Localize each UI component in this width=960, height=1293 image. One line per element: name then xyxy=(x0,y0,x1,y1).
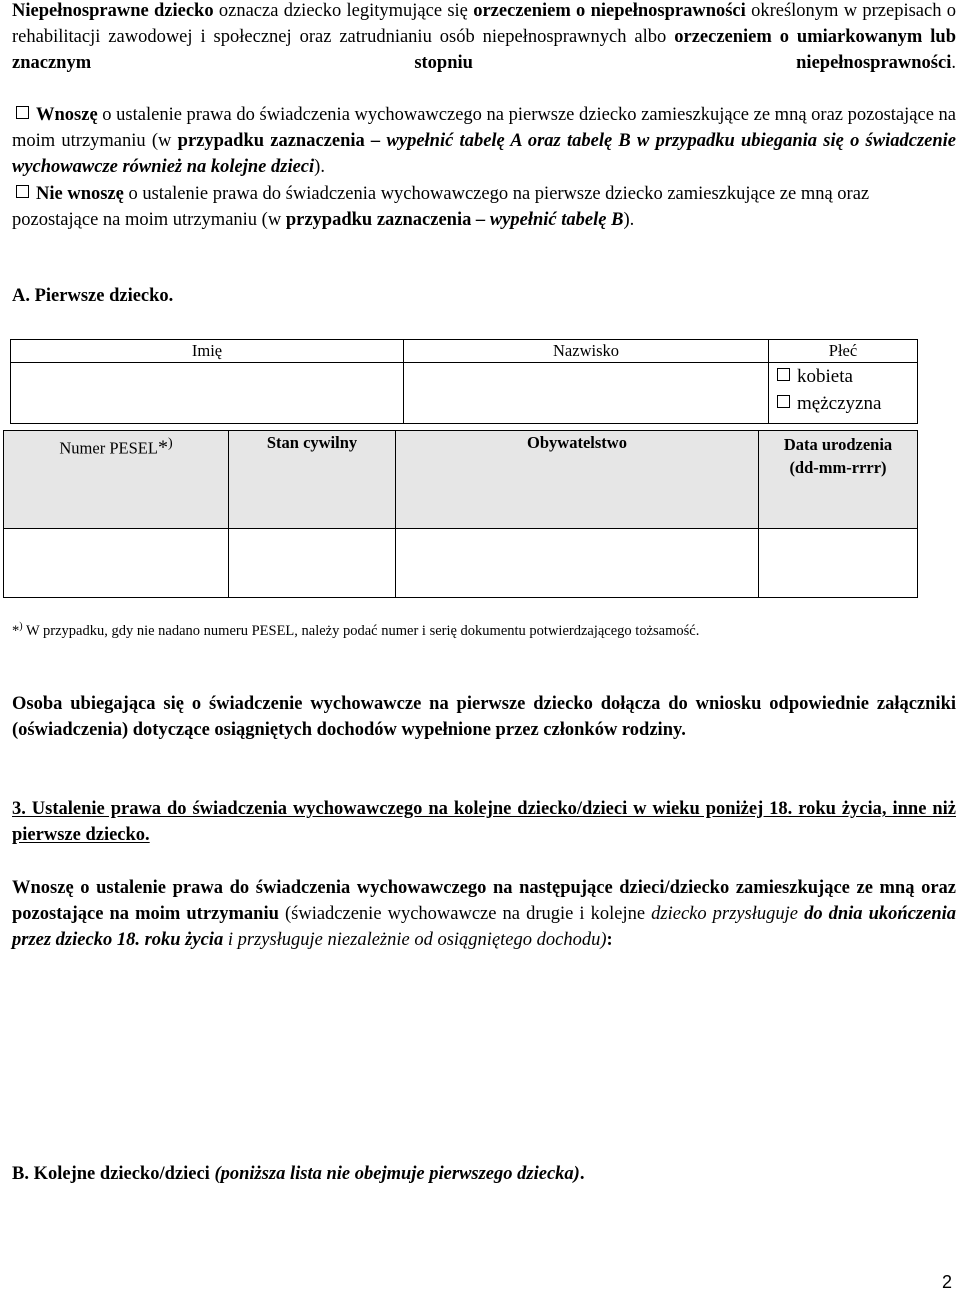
request-bold: Wnoszę o ustalenie prawa do świadczenia wychowawczego na następujące dzieci/dziecko zamieszkujące ze mną oraz pozostające na moim utrzymaniu xyxy=(12,878,956,924)
table-a-details xyxy=(3,430,918,598)
intro-term: Niepełnosprawne dziecko xyxy=(12,1,214,21)
option2-instruction: – wypełnić tabelę B xyxy=(471,210,624,230)
table-a-header xyxy=(10,339,918,424)
checkbox-request-first-child[interactable] xyxy=(16,106,29,119)
request-end: : xyxy=(606,930,613,950)
header-sex: Płeć xyxy=(769,340,918,363)
page-number: 2 xyxy=(941,1272,952,1292)
checkbox-no-request-first-child[interactable] xyxy=(16,185,29,198)
section-3-title xyxy=(12,796,956,848)
cell-civil-status[interactable] xyxy=(229,529,396,598)
request-paragraph xyxy=(12,875,956,953)
option1-bold: przypadku zaznaczenia xyxy=(177,131,365,151)
intro-term-3: orzeczeniem o umiarkowanym lub znacznym stopniu niepełnosprawności xyxy=(12,27,956,73)
option-no-request-first-child xyxy=(12,181,956,233)
sex-option-male[interactable] xyxy=(773,390,917,417)
section-b-end: . xyxy=(579,1164,585,1184)
intro-text-1: oznacza dziecko legitymujące się xyxy=(213,1,474,21)
cell-birth-date[interactable] xyxy=(759,529,918,598)
cell-sex xyxy=(769,363,918,424)
request-bold-italic: do dnia ukończenia przez dziecko 18. roku życia xyxy=(12,904,957,950)
section-b-title xyxy=(12,1164,584,1185)
intro-text-3: . xyxy=(951,53,956,73)
header-civil-status: Stan cywilny xyxy=(229,431,396,529)
header-first-name: Imię xyxy=(11,340,404,363)
sex-option-female[interactable] xyxy=(773,363,917,390)
intro-line-1 xyxy=(12,0,956,76)
option2-bold: przypadku zaznaczenia xyxy=(285,210,472,230)
intro-text-2: określonym w przepisach o rehabilitacji zawodowej i społecznej oraz zatrudnianiu osób niepełnosprawnych albo xyxy=(12,1,956,47)
cell-citizenship[interactable] xyxy=(396,529,759,598)
option2-label: Nie wnoszę xyxy=(36,184,124,204)
footnote-mark: * xyxy=(12,622,20,639)
cell-pesel[interactable] xyxy=(4,529,229,598)
section-3-title-text: 3. Ustalenie prawa do świadczenia wychowawczego na kolejne dziecko/dzieci w wieku poniżej 18. roku życia, inne niż pierwsze dziecko. xyxy=(12,799,956,845)
option1-text: o ustalenie prawa do świadczenia wychowawczego na pierwsze dziecko zamieszkujące ze mną oraz pozostające na moim utrzymaniu (w xyxy=(12,105,956,151)
option-request-first-child xyxy=(12,102,956,180)
section-a-title: A. Pierwsze dziecko. xyxy=(12,286,174,306)
cell-first-name[interactable] xyxy=(11,363,404,424)
section-b-note: (poniższa lista nie obejmuje pierwszego dziecka) xyxy=(214,1164,580,1184)
cell-last-name[interactable] xyxy=(404,363,769,424)
header-birth-date xyxy=(759,431,918,529)
option2-text: o ustalenie prawa do świadczenia wychowawczego na pierwsze dziecko zamieszkujące ze mną oraz pozostające na moim utrzymaniu (w xyxy=(12,184,870,230)
birth-date-label: Data urodzenia xyxy=(783,435,893,454)
sex-male-label: mężczyzna xyxy=(797,393,882,414)
attachment-note: Osoba ubiegająca się o świadczenie wychowawcze na pierwsze dziecko dołącza do wniosku odpowiednie załączniki (oświadczenia) dotyczące osiągniętych dochodów wypełnione przez członków rodziny. xyxy=(12,694,956,740)
header-last-name: Nazwisko xyxy=(404,340,769,363)
option1-end: ). xyxy=(314,157,325,177)
footnote-text: W przypadku, gdy nie nadano numeru PESEL, należy podać numer i serię dokumentu potwierdzającego tożsamość. xyxy=(22,622,700,639)
pesel-sup: ) xyxy=(167,436,173,451)
request-italic-2: i przysługuje niezależnie od osiągniętego dochodu) xyxy=(223,930,607,950)
intro-term-2: orzeczeniem o niepełnosprawności xyxy=(473,1,746,21)
footnote-sup: ) xyxy=(19,621,23,632)
pesel-asterisk: * xyxy=(157,436,168,459)
option1-label: Wnoszę xyxy=(36,105,98,125)
header-citizenship: Obywatelstwo xyxy=(396,431,759,529)
sex-female-label: kobieta xyxy=(797,366,853,387)
request-italic: dziecko przysługuje xyxy=(651,904,805,924)
request-text: (świadczenie wychowawcze na drugie i kolejne xyxy=(278,904,652,924)
checkbox-male[interactable] xyxy=(777,395,790,408)
header-pesel xyxy=(4,431,229,529)
footnote xyxy=(12,621,699,640)
option2-end: ). xyxy=(623,210,635,230)
pesel-label: Numer PESEL xyxy=(59,438,158,458)
option1-instruction: – wypełnić tabelę A oraz tabelę B w przypadku ubiegania się o świadczenie wychowawcze również na kolejne dzieci xyxy=(12,131,956,177)
checkbox-female[interactable] xyxy=(777,368,790,381)
birth-date-format: (dd-mm-rrrr) xyxy=(789,458,887,477)
section-b-label: B. Kolejne dziecko/dzieci xyxy=(12,1164,215,1184)
